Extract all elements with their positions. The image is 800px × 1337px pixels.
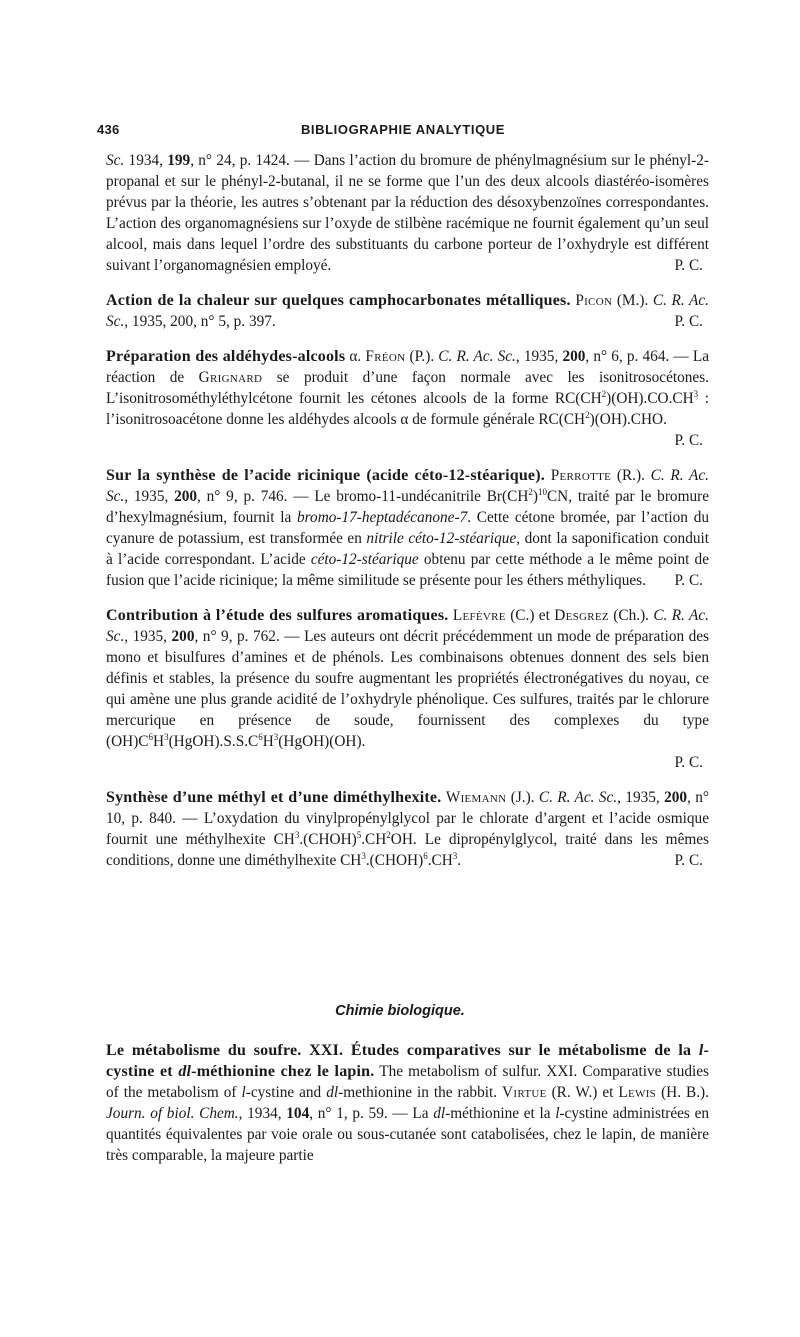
text: , n° 10, p. 840. — L’oxydation du vinylpropénylglycol par le chlorate d’argent et l’acide osmique fournit une méthylhexite CH [106, 789, 709, 848]
text: , 1935, [124, 628, 172, 645]
superscript: 3 [273, 731, 279, 742]
text: , dont la saponification conduit à l’acide correspondant. L’acide [106, 530, 709, 568]
text: The metabolism of sulfur. XXI. Comparative studies of the metabolism of [106, 1063, 709, 1101]
volume: 200 [174, 488, 198, 505]
text: .(CHOH) [365, 852, 424, 869]
journal: C. R. Ac. Sc. [106, 467, 709, 505]
text: , n° 9, p. 762. — Les auteurs ont décrit précédemment un mode de préparation des mono et bisulfures d’amines et de phénols. Les combinaisons obtenues donnent des sels bien définis et stables, la présence du soufre augmentant les propriétés électronégatives du noyau, ce qui amène une plus grande acidité de l’oxhydryle phénolique. Ces sulfures, traités par le chlorure mercurique en présence de soude, fournissent des complexes du type (OH)C [106, 628, 710, 750]
text: , 1934, [238, 1105, 287, 1122]
signature: P. C. [674, 313, 703, 330]
superscript: 5 [356, 829, 362, 840]
author-name: Grignard [198, 369, 263, 386]
superscript: 6 [423, 850, 428, 861]
author: Fréon [365, 348, 406, 365]
entry-title: Action de la chaleur sur quelques camphocarbonates métalliques. [106, 292, 571, 309]
signature: P. C. [674, 257, 703, 274]
entry-title: -méthionine chez le lapin. [191, 1063, 375, 1080]
superscript: 10 [537, 486, 547, 497]
text: se produit d’une façon normale avec les isonitrosocétones. L’isonitrosométhyléthylcétone fournit les cétones alcools de la forme RC(CH [106, 369, 709, 407]
superscript: 3 [361, 850, 366, 861]
superscript: 3 [164, 731, 169, 742]
text: l [241, 1084, 246, 1101]
volume: 200 [562, 348, 586, 365]
journal: C. R. Ac. Sc. [106, 607, 709, 645]
signature: P. C. [674, 754, 703, 771]
entry-title: Synthèse d’une méthyl et d’une diméthylhexite. [106, 789, 442, 806]
superscript: 3 [294, 829, 300, 840]
text: -méthionine et la [445, 1105, 556, 1122]
entry-title: l [698, 1042, 704, 1059]
text: (H. B.). [656, 1084, 709, 1101]
text: .CH [361, 831, 387, 848]
journal: Journ. of biol. Chem. [106, 1105, 239, 1122]
entry-camphocarbonates [106, 290, 709, 332]
entry-title: Sur la synthèse de l’acide ricinique (acide céto-12-stéarique). [106, 467, 545, 484]
text: , n° 9, p. 746. — Le bromo-11-undécanitrile Br(CH [197, 488, 529, 505]
text: α. [345, 348, 366, 365]
text: -methionine in the rabbit. [338, 1084, 503, 1101]
entry-hexite [106, 787, 709, 871]
volume: 200 [664, 789, 688, 806]
text: OH. Le dipropénylglycol, traité dans les mêmes conditions, donne une diméthylhexite CH [106, 831, 709, 869]
section-title: Chimie biologique. [335, 1003, 465, 1019]
superscript: 2 [601, 388, 607, 399]
compound-name: bromo-17-heptadécanone-7 [297, 509, 468, 526]
abstract-text: , n° 24, p. 1424. — Dans l’action du bromure de phénylmagnésium sur le phényl-2-propanal et sur le phényl-2-butanal, il ne se forme que l’un des deux alcools diastéréo-isomères prévus par la théorie, les autres s’obtenant par la réduction des désoxybenzoïnes correspondantes. L’action des organomagnésiens sur l’oxyde de stilbène racémique ne fournit également qu’un seul alcool, mais dans lequel l’ordre des substituants du carbone porteur de l’oxhydryle est différent suivant l’organomagnésien employé. [106, 152, 709, 274]
author: Lefèvre [452, 607, 506, 624]
text: (J.). [506, 789, 539, 806]
text: .(CHOH) [299, 831, 357, 848]
author: Desgrez [554, 607, 609, 624]
compound-name: céto-12-stéarique [310, 551, 419, 568]
author: Wiemann [445, 789, 507, 806]
text: , n° 6, p. 464. — La réaction de [106, 348, 710, 386]
superscript: 2 [528, 486, 533, 497]
author: Perrotte [550, 467, 612, 484]
journal: C. R. Ac. Sc. [106, 292, 709, 330]
author: Picon [575, 292, 613, 309]
entry-title: Préparation des aldéhydes-alcools [106, 348, 346, 365]
text: (M.). [612, 292, 653, 309]
text: -cystine and [245, 1084, 327, 1101]
running-head: BIBLIOGRAPHIE ANALYTIQUE [300, 122, 506, 137]
superscript: 6 [258, 731, 263, 742]
text: .CH [427, 852, 453, 869]
compound-name: nitrile céto-12-stéarique [366, 530, 517, 547]
superscript: 2 [585, 409, 590, 420]
text: dl [326, 1084, 339, 1101]
text: l [555, 1105, 560, 1122]
journal: C. R. Ac. Sc. [438, 348, 516, 365]
entry-title: -cystine et [106, 1042, 709, 1080]
entry-sulfures-aromatiques [106, 605, 709, 773]
text: dl [433, 1105, 446, 1122]
text: , 1935, [617, 789, 665, 806]
text: , n° 5, p. 397. [193, 313, 276, 330]
entry-acide-ricinique [106, 465, 709, 591]
volume: 200 [171, 628, 195, 645]
text: ) [532, 488, 538, 505]
volume: 104 [286, 1105, 310, 1122]
text: (R.). [611, 467, 651, 484]
text: , 1935, [515, 348, 563, 365]
page-header [97, 122, 709, 142]
text: )(OH).CO.CH [606, 390, 694, 407]
text: H [262, 733, 274, 750]
entry-title: Contribution à l’étude des sulfures aromatiques. [106, 607, 449, 624]
text: , n° 1, p. 59. — La [309, 1105, 434, 1122]
superscript: 6 [148, 731, 153, 742]
text: (R. W.) et [546, 1084, 619, 1101]
text: CN, traité par le bromure d’hexylmagnésium, fournit la [106, 488, 710, 526]
author: Lewis [618, 1084, 657, 1101]
signature: P. C. [674, 432, 703, 449]
text: obtenu par cette méthode a le même point de fusion que l’acide ricinique; la même similitude se présente pour les éthers méthyliques. [106, 551, 709, 589]
text: -cystine administrées en quantités équivalentes par voie orale ou sous-cutanée sont catabolisées, chez le lapin, de manière très comparable, la majeure partie [106, 1105, 710, 1164]
superscript: 2 [386, 829, 391, 840]
signature: P. C. [674, 572, 703, 589]
entry-title: dl [178, 1063, 192, 1080]
superscript: 3 [452, 850, 458, 861]
text: H [153, 733, 165, 750]
entry-title: Le métabolisme du soufre. XXI. Études comparatives sur le métabolisme de la [106, 1042, 699, 1059]
page-number: 436 [97, 122, 120, 137]
text: (P.). [405, 348, 439, 365]
text: , 1935, [124, 313, 171, 330]
entry-continuation [106, 150, 709, 276]
signature: P. C. [674, 852, 703, 869]
volume: 199 [167, 152, 191, 169]
section-text [106, 1040, 709, 1166]
text: . Cette cétone bromée, par l’action du cyanure de potassium, est transformée en [106, 509, 709, 547]
text: (HgOH)(OH). [278, 733, 366, 750]
author: Virtue [502, 1084, 547, 1101]
volume: 200 [170, 313, 194, 330]
entry-metabolisme-soufre [106, 1040, 709, 1166]
main-text [106, 150, 709, 871]
entry-aldehydes-alcools [106, 346, 709, 451]
text: )(OH).CHO. [589, 411, 667, 428]
text: , 1935, [124, 488, 175, 505]
journal-abbrev: Sc. [106, 152, 125, 169]
text: : l’isonitrosoacétone donne les aldéhydes alcools α de formule générale RC(CH [106, 390, 710, 428]
text: (C.) et [505, 607, 555, 624]
superscript: 3 [693, 388, 699, 399]
journal: C. R. Ac. Sc. [538, 789, 618, 806]
text: (Ch.). [608, 607, 654, 624]
text: (HgOH).S.S.C [168, 733, 259, 750]
text: 1934, [124, 152, 168, 169]
text: . [457, 852, 462, 869]
